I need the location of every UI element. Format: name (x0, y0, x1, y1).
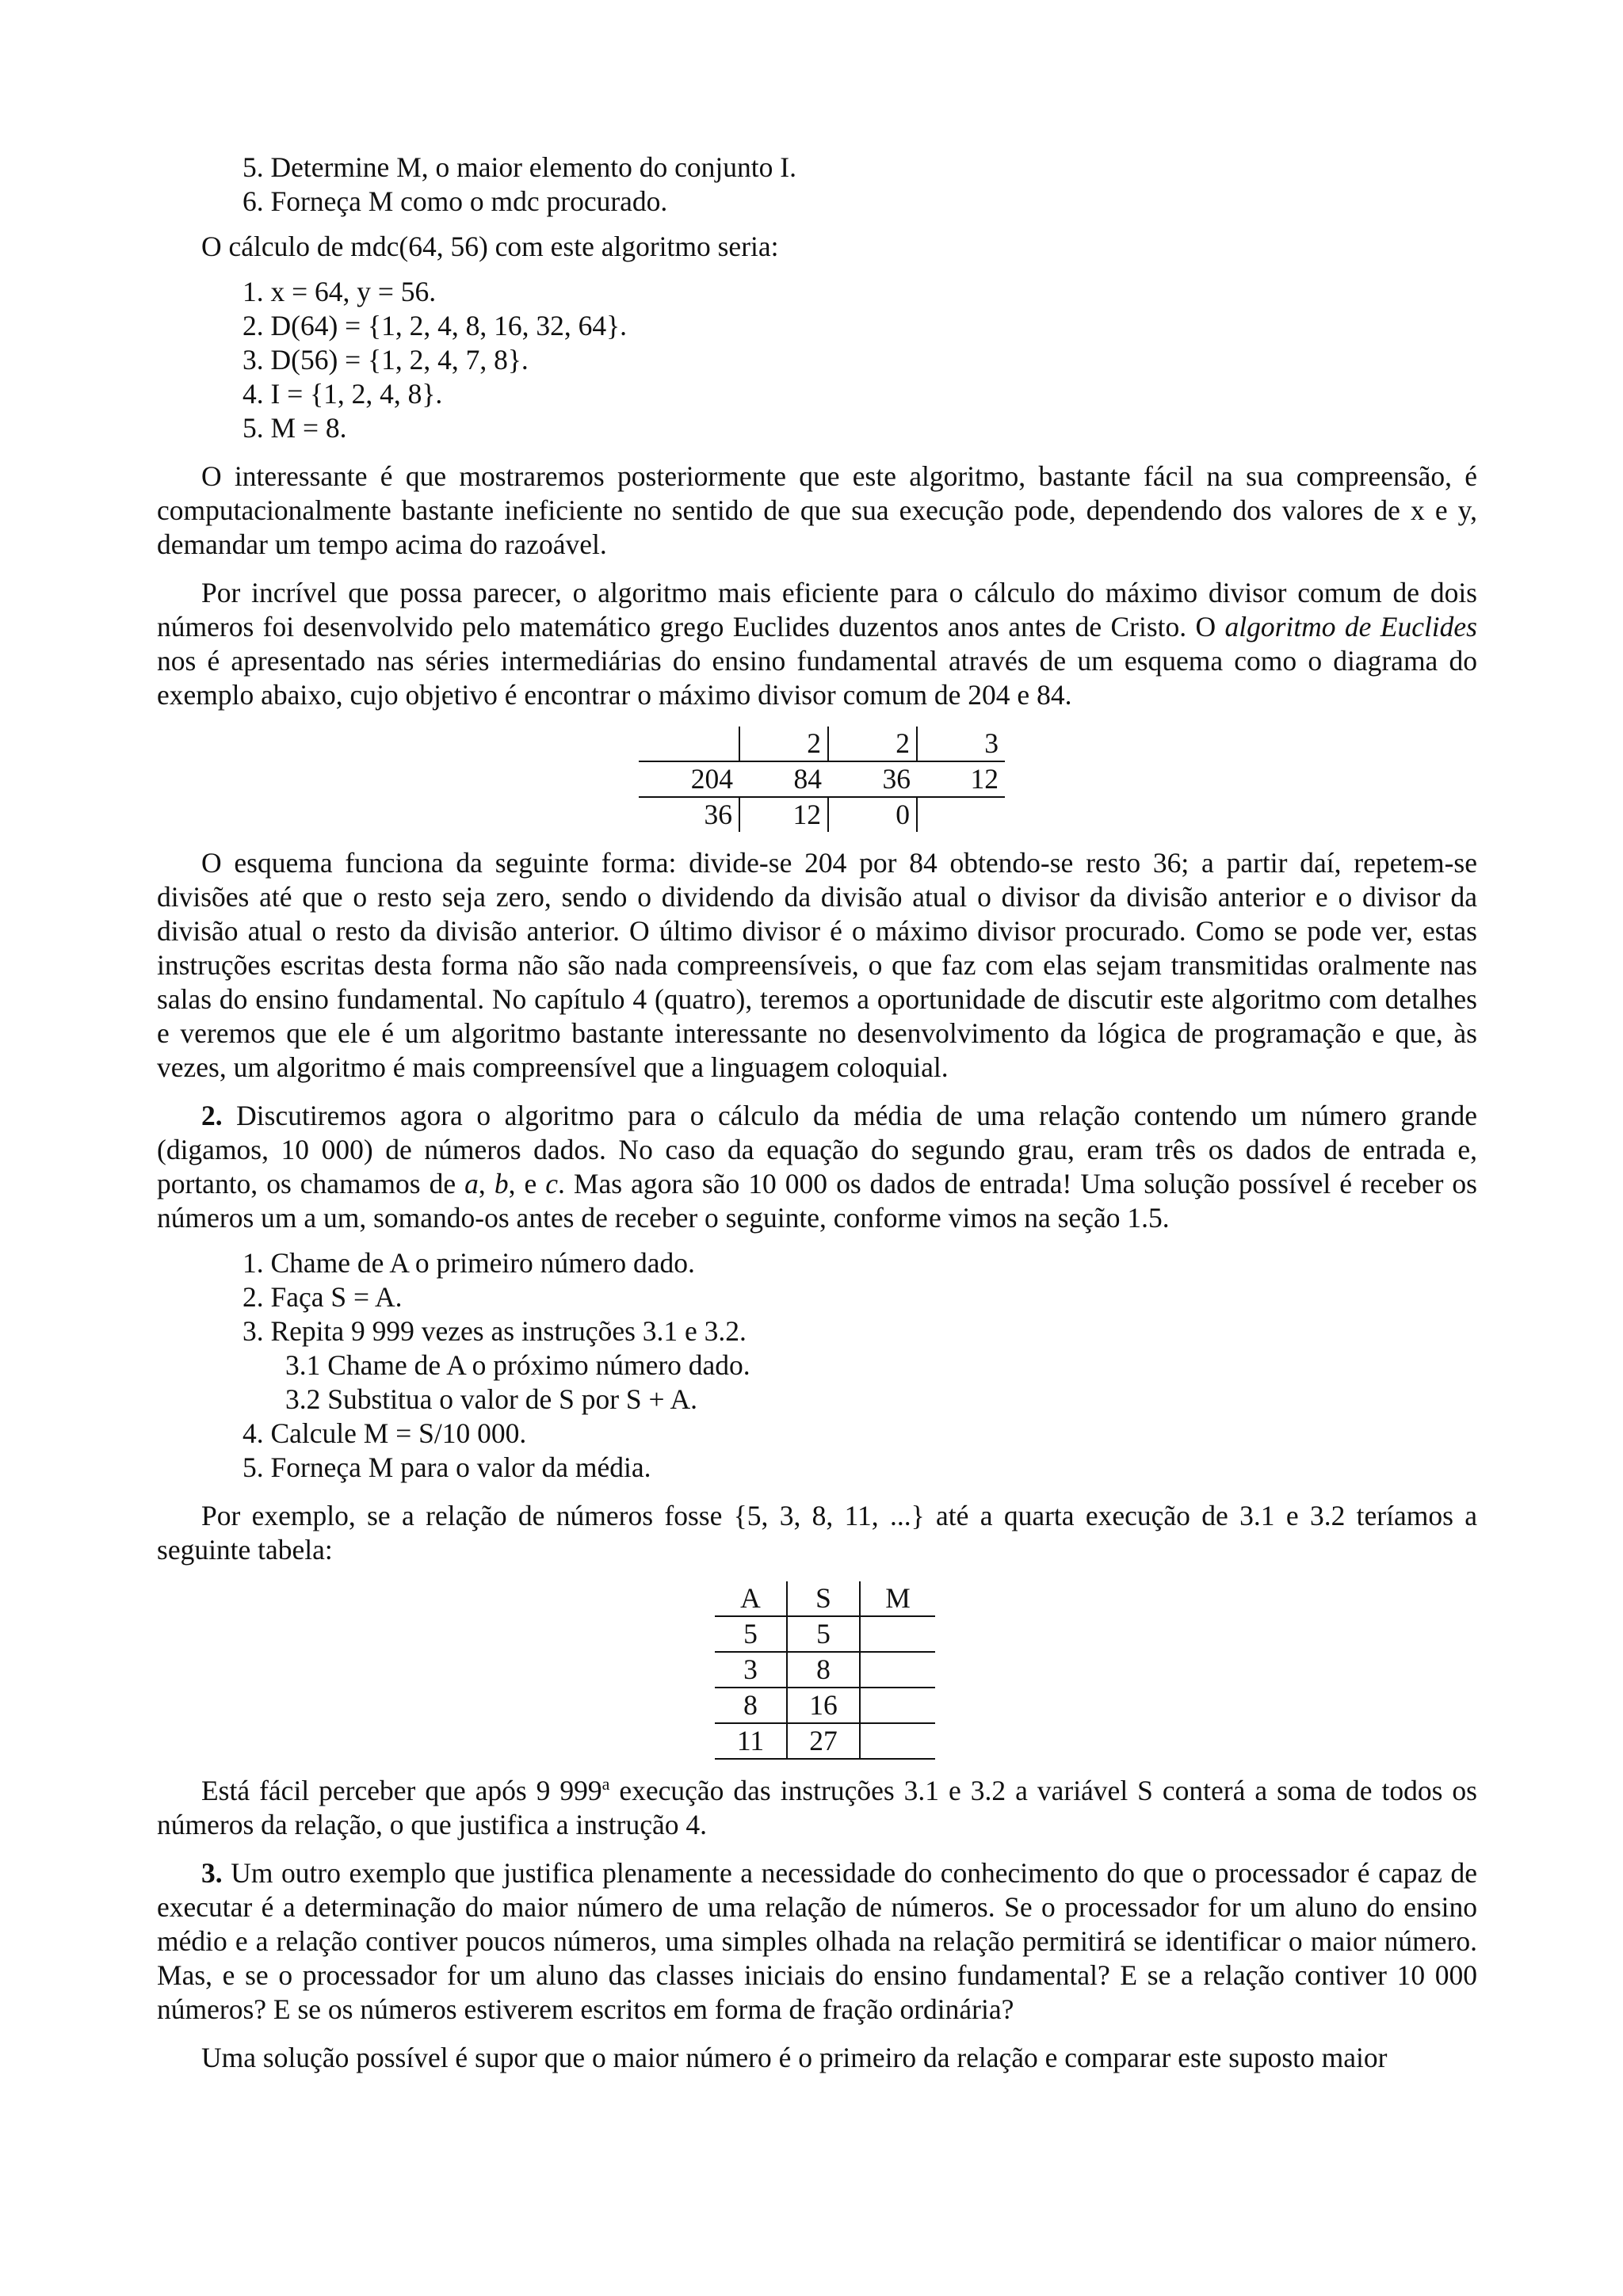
paragraph-solucao: Uma solução possível é supor que o maior número é o primeiro da relação e comparar este suposto maior (201, 2042, 1388, 2073)
table-row (715, 1616, 935, 1652)
table-cell (860, 1688, 935, 1723)
list-steps-top (242, 151, 1477, 219)
table-cell (917, 797, 1005, 832)
italic-term: algoritmo de Euclides (1224, 611, 1477, 643)
paragraph-interessante: O interessante é que mostraremos posteriormente que este algoritmo, bastante fácil na sua compreensão, é computacionalmente bastante ineficiente no sentido de que sua execução pode, dependendo dos valores de x e y, demandar um tempo acima do razoável. (157, 460, 1477, 560)
table-cell: 8 (787, 1652, 860, 1688)
table-row (715, 1652, 935, 1688)
table-cell: 16 (787, 1688, 860, 1723)
table-cell: 2 (828, 727, 917, 761)
euclid-diagram (157, 727, 1482, 832)
item-number: 3. (201, 1857, 223, 1889)
table-cell: 84 (739, 761, 828, 797)
table-header: S (787, 1581, 860, 1616)
table-cell: 36 (639, 797, 739, 832)
table-cell: 5 (715, 1616, 787, 1652)
list-item: 2. D(64) = {1, 2, 4, 8, 16, 32, 64}. (242, 310, 628, 341)
paragraph-euclides: Por incrível que possa parecer, o algoritmo mais eficiente para o cálculo do máximo divisor comum de dois números foi desenvolvido pelo matemático grego Euclides duzentos anos antes de Cristo. O algoritmo de Euclides nos é apresentado nas séries intermediárias do ensino fundamental através de um esquema como o diagrama do exemplo abaixo, cujo objetivo é encontrar o máximo divisor comum de 204 e 84. (157, 577, 1477, 711)
table-cell: 2 (739, 727, 828, 761)
table-row (715, 1688, 935, 1723)
superscript: a (601, 1774, 610, 1794)
list-calc-steps (242, 275, 1477, 445)
list-item: 1. Chame de A o primeiro número dado. (242, 1247, 695, 1279)
asm-table-wrap (157, 1581, 1485, 1760)
list-subitem: 3.1 Chame de A o próximo número dado. (285, 1349, 750, 1381)
table-header: A (715, 1581, 787, 1616)
table-cell: 0 (828, 797, 917, 832)
list-item: 5. Determine M, o maior elemento do conjunto I. (242, 151, 796, 183)
list-item: 4. I = {1, 2, 4, 8}. (242, 378, 443, 410)
paragraph-calc-intro: O cálculo de mdc(64, 56) com este algoritmo seria: (201, 231, 779, 262)
list-subitem: 3.2 Substitua o valor de S por S + A. (285, 1383, 697, 1415)
document-page (157, 151, 1477, 2089)
table-cell (639, 727, 739, 761)
table-cell: 8 (715, 1688, 787, 1723)
euclid-table (639, 727, 1005, 832)
asm-table (715, 1581, 935, 1760)
table-cell: 204 (639, 761, 739, 797)
table-cell: 12 (739, 797, 828, 832)
table-cell (860, 1616, 935, 1652)
table-cell: 27 (787, 1723, 860, 1759)
table-cell (860, 1652, 935, 1688)
list-media-steps (242, 1246, 1477, 1485)
paragraph-esquema: O esquema funciona da seguinte forma: divide-se 204 por 84 obtendo-se resto 36; a partir daí, repetem-se divisões até que o resto seja zero, sendo o dividendo da divisão atual o divisor da divisão anterior e o divisor da divisão atual o resto da divisão anterior. O último divisor é o máximo divisor procurado. Como se pode ver, estas instruções escritas desta forma não são nada compreensíveis, o que faz com elas sejam transmitidas oralmente nas salas do ensino fundamental. No capítulo 4 (quatro), teremos a oportunidade de discutir este algoritmo com detalhes e veremos que ele é um algoritmo bastante interessante no desenvolvimento da lógica de programação e que, às vezes, um algoritmo é mais compreensível que a linguagem coloquial. (157, 847, 1477, 1083)
list-item: 6. Forneça M como o mdc procurado. (242, 185, 668, 217)
list-item: 1. x = 64, y = 56. (242, 276, 437, 307)
list-item: 5. M = 8. (242, 412, 347, 444)
list-item: 5. Forneça M para o valor da média. (242, 1451, 651, 1483)
table-header: M (860, 1581, 935, 1616)
table-cell (860, 1723, 935, 1759)
paragraph-exemplo: Por exemplo, se a relação de números fosse {5, 3, 8, 11, ...} até a quarta execução de 3.1 e 3.2 teríamos a seguinte tabela: (157, 1500, 1477, 1566)
table-row (715, 1723, 935, 1759)
table-cell: 36 (828, 761, 917, 797)
table-cell: 11 (715, 1723, 787, 1759)
list-item: 4. Calcule M = S/10 000. (242, 1417, 527, 1449)
list-item: 3. D(56) = {1, 2, 4, 7, 8}. (242, 344, 529, 376)
paragraph-media: 2. Discutiremos agora o algoritmo para o cálculo da média de uma relação contendo um número grande (digamos, 10 000) de números dados. No caso da equação do segundo grau, eram três os dados de entrada e, portanto, os chamamos de a, b, e c. Mas agora são 10 000 os dados de entrada! Uma solução possível é receber os números um a um, somando-os antes de receber o seguinte, conforme vimos na seção 1.5. (157, 1100, 1477, 1234)
list-item: 2. Faça S = A. (242, 1281, 403, 1313)
table-cell: 3 (917, 727, 1005, 761)
table-cell: 3 (715, 1652, 787, 1688)
table-cell: 5 (787, 1616, 860, 1652)
paragraph-facil: Está fácil perceber que após 9 999$^a$ execução das instruções 3.1 e 3.2 a variável S conterá a soma de todos os números da relação, o que justifica a instrução 4. (157, 1774, 1477, 1840)
item-number: 2. (201, 1100, 223, 1131)
paragraph-maior: 3. Um outro exemplo que justifica plenamente a necessidade do conhecimento do que o processador é capaz de executar é a determinação do maior número de uma relação de números. Se o processador for um aluno do ensino médio e a relação contiver poucos números, uma simples olhada na relação permitirá se identificar o maior número. Mas, e se o processador for um aluno das classes iniciais do ensino fundamental? E se a relação contiver 10 000 números? E se os números estiverem escritos em forma de fração ordinária? (157, 1857, 1477, 2025)
list-item: 3. Repita 9 999 vezes as instruções 3.1 e 3.2. (242, 1315, 747, 1347)
table-cell: 12 (917, 761, 1005, 797)
